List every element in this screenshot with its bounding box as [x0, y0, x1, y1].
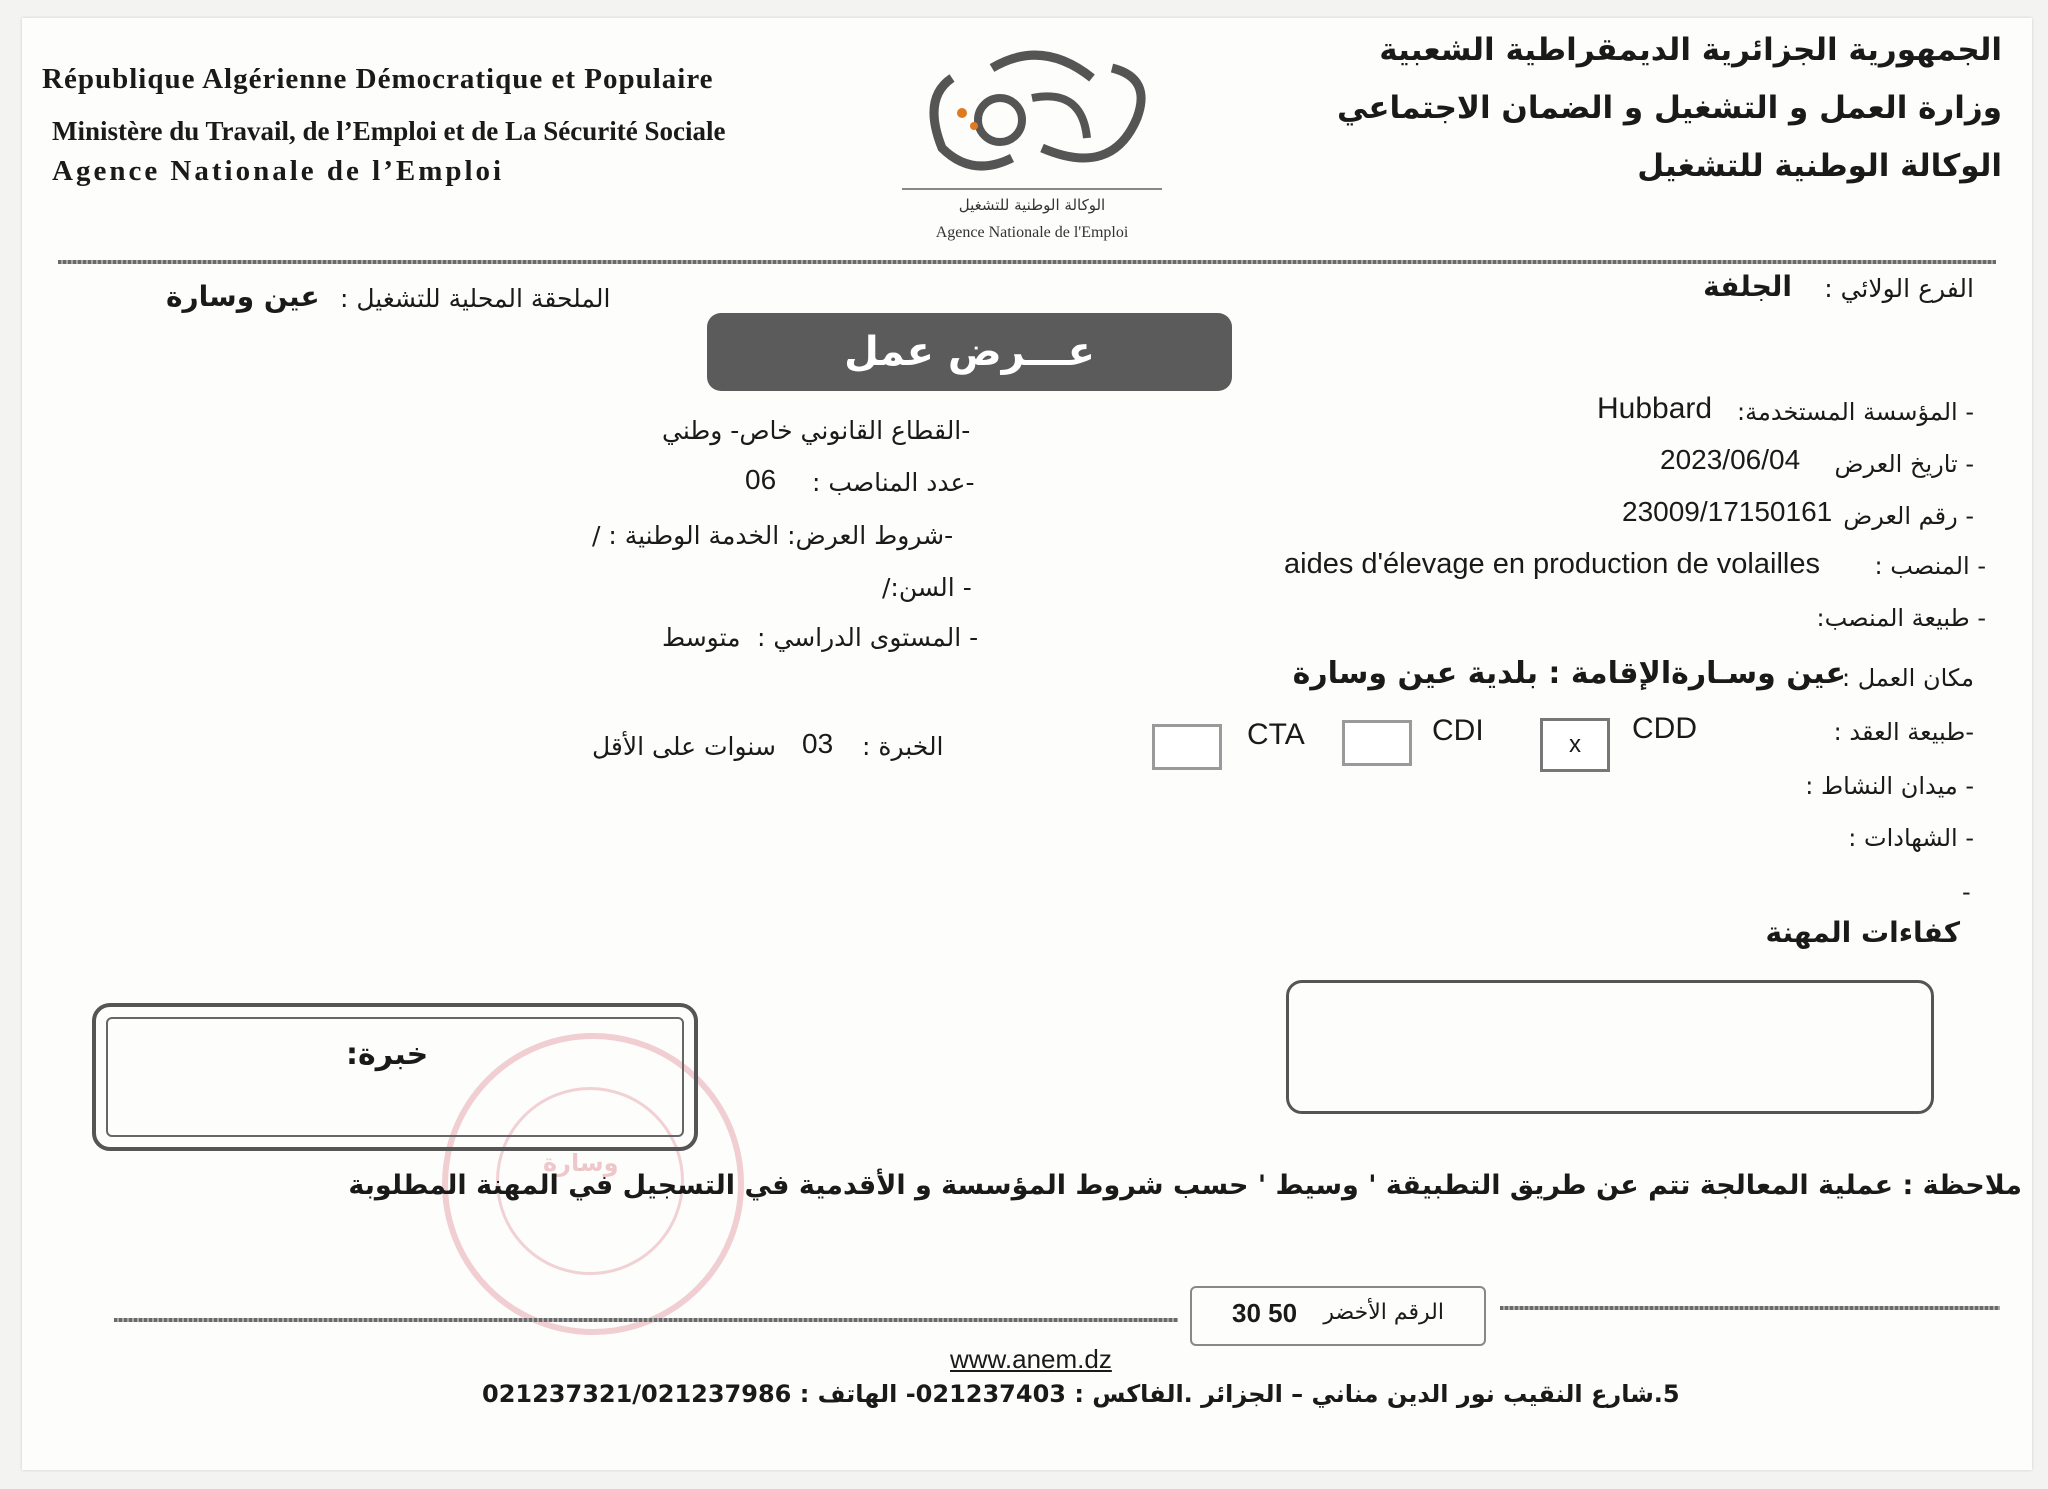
offer-date-label: - تاريخ العرض [1834, 450, 1974, 478]
header-fr-agency: Agence Nationale de l’Emploi [52, 155, 505, 187]
website-link[interactable]: www.anem.dz [950, 1344, 1112, 1374]
footer-divider-left [114, 1318, 1178, 1322]
legal-sector: -القطاع القانوني خاص- وطني [662, 416, 971, 445]
certificates-label: - الشهادات : [1848, 824, 1974, 852]
green-number-box [1190, 1286, 1486, 1346]
header-ar-agency: الوكالة الوطنية للتشغيل [1637, 148, 2002, 184]
logo-fr-caption: Agence Nationale de l'Emploi [935, 224, 1129, 241]
competences-title: كفاءات المهنة [1765, 916, 1960, 949]
empty-dash: - [1962, 878, 1971, 906]
job-offer-document [22, 18, 2032, 1470]
age-requirement: - السن:/ [882, 573, 972, 602]
header-ar-republic: الجمهورية الجزائرية الديمقراطية الشعبية [1379, 32, 2002, 68]
activity-field-label: - ميدان النشاط : [1805, 772, 1974, 800]
offer-date-value: 2023/06/04 [1660, 444, 1801, 475]
header-ar-ministry: وزارة العمل و التشغيل و الضمان الاجتماعي [1336, 90, 2002, 126]
contract-cdd-label: CDD [1632, 712, 1697, 745]
logo-ar-caption: الوكالة الوطنية للتشغيل [958, 196, 1106, 214]
post-nature-label: - طبيعة المنصب: [1816, 604, 1986, 632]
contract-cdd-checkbox[interactable]: x [1540, 718, 1610, 772]
wilaya-value: الجلفة [1703, 270, 1792, 303]
offer-conditions: -شروط العرض: الخدمة الوطنية : / [592, 521, 954, 550]
employer-label: - المؤسسة المستخدمة: [1737, 398, 1974, 426]
contract-cdi-label: CDI [1432, 714, 1484, 747]
contract-type-label: -طبيعة العقد : [1833, 718, 1974, 746]
positions-value: 06 [745, 464, 777, 495]
anem-logo-icon [882, 38, 1182, 188]
footer-address: 5.شارع النقيب نور الدين مناني – الجزائر .الفاكس : 021237403- الهاتف : 021237321/021237986 [482, 1380, 1680, 1408]
header-fr-republic: République Algérienne Démocratique et Populaire [42, 63, 714, 95]
processing-note: ملاحظة : عملية المعالجة تتم عن طريق التطبيقة ' وسيط ' حسب شروط المؤسسة و الأقدمية في التسجيل في المهنة المطلوبة [348, 1170, 2022, 1201]
contract-cdi-checkbox[interactable] [1342, 720, 1412, 766]
education-label: - المستوى الدراسي : [757, 623, 979, 652]
contract-cta-checkbox[interactable] [1152, 724, 1222, 770]
offer-ref-value: 23009/17150161 [1622, 496, 1833, 527]
experience-box-label: خبرة: [346, 1037, 429, 1072]
competences-box [1286, 980, 1934, 1114]
header-divider [58, 260, 1996, 264]
wilaya-label: الفرع الولائي : [1824, 274, 1974, 303]
anem-logo [882, 38, 1182, 258]
document-title: عـــرض عمل [707, 313, 1232, 391]
green-number-label: الرقم الأخضر [1323, 1300, 1444, 1325]
employer-value: Hubbard [1597, 392, 1713, 425]
stamp-text: وسارة [543, 1149, 619, 1177]
experience-value: 03 [802, 728, 834, 759]
header-fr-ministry: Ministère du Travail, de l’Emploi et de La Sécurité Sociale [52, 116, 726, 146]
green-number-value: 30 50 [1232, 1298, 1298, 1328]
experience-suffix: سنوات على الأقل [592, 732, 776, 761]
education-value: متوسط [662, 623, 741, 652]
workplace-value: عين وسـارةالإقامة : بلدية عين وسارة [1292, 656, 1846, 691]
experience-label: الخبرة : [862, 732, 944, 761]
local-office-label: الملحقة المحلية للتشغيل : [340, 284, 611, 313]
positions-label: -عدد المناصب : [812, 468, 975, 497]
experience-box [92, 1003, 698, 1151]
post-value: aides d'élevage en production de volailles [1284, 548, 1820, 580]
footer-divider-right [1500, 1306, 2000, 1310]
contract-cta-label: CTA [1247, 718, 1305, 751]
local-office-value: عين وسارة [166, 280, 320, 313]
post-label: - المنصب : [1874, 552, 1986, 580]
offer-ref-label: - رقم العرض [1843, 502, 1974, 530]
workplace-label: مكان العمل : [1842, 664, 1974, 692]
